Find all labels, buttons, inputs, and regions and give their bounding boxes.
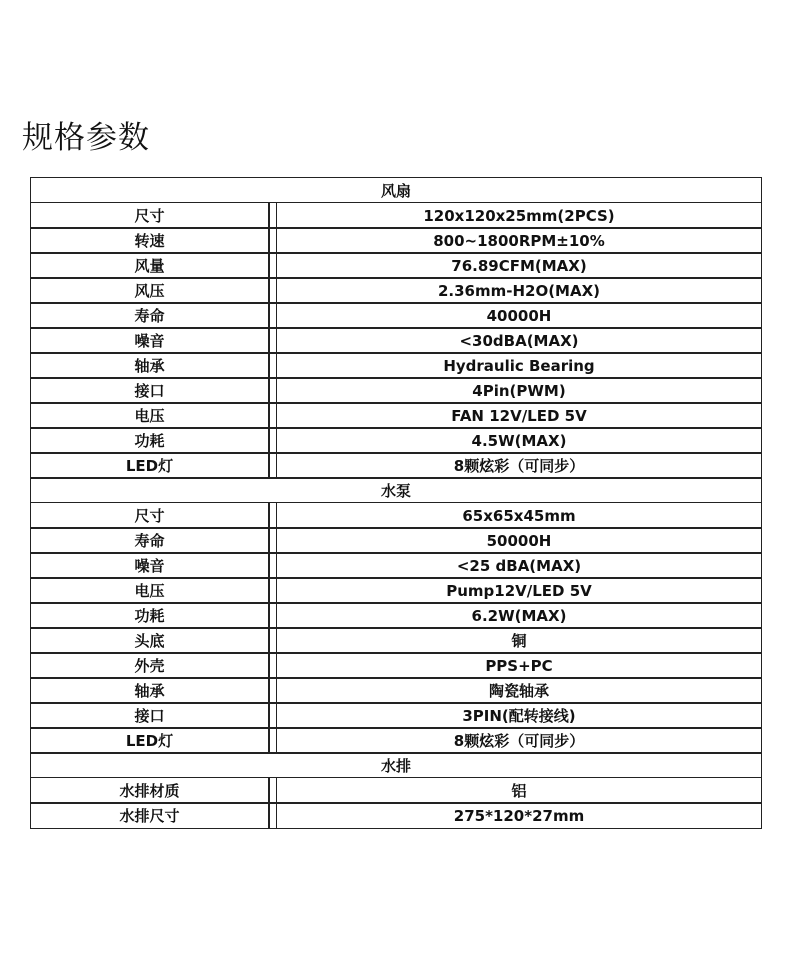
table-row	[30, 502, 762, 528]
spec-label: 风压	[30, 277, 269, 304]
table-row	[30, 352, 762, 378]
page-title: 规格参数	[22, 120, 150, 156]
spec-label: 电压	[30, 402, 269, 429]
table-row	[30, 727, 762, 753]
table-row	[30, 377, 762, 403]
spec-value: Pump12V/LED 5V	[276, 577, 762, 604]
spec-label: 水排材质	[30, 777, 269, 804]
spec-label: 接口	[30, 377, 269, 404]
spec-label: 轴承	[30, 352, 269, 379]
table-row	[30, 252, 762, 278]
spec-label: 风量	[30, 252, 269, 279]
spec-label: 功耗	[30, 427, 269, 454]
spec-value: Hydraulic Bearing	[276, 352, 762, 379]
spec-value: FAN 12V/LED 5V	[276, 402, 762, 429]
spec-label: 头底	[30, 627, 269, 654]
spec-value: 6.2W(MAX)	[276, 602, 762, 629]
spec-value: 50000H	[276, 527, 762, 554]
table-row	[30, 452, 762, 478]
spec-value: 40000H	[276, 302, 762, 329]
table-row	[30, 802, 762, 828]
table-row	[30, 202, 762, 228]
section-header: 水泵	[30, 477, 762, 503]
spec-label: 接口	[30, 702, 269, 729]
spec-value: 800~1800RPM±10%	[276, 227, 762, 254]
spec-value: 8颗炫彩（可同步）	[276, 727, 762, 754]
spec-label: 寿命	[30, 302, 269, 329]
spec-label: 噪音	[30, 552, 269, 579]
spec-label: 水排尺寸	[30, 802, 269, 829]
table-row	[30, 527, 762, 553]
spec-label: 电压	[30, 577, 269, 604]
table-row	[30, 302, 762, 328]
spec-label: LED灯	[30, 452, 269, 479]
spec-value: 3PIN(配转接线)	[276, 702, 762, 729]
spec-value: 65x65x45mm	[276, 502, 762, 529]
table-row	[30, 227, 762, 253]
spec-value: 4.5W(MAX)	[276, 427, 762, 454]
spec-table	[30, 177, 762, 828]
spec-value: 120x120x25mm(2PCS)	[276, 202, 762, 229]
table-row	[30, 277, 762, 303]
table-row	[30, 677, 762, 703]
spec-label: LED灯	[30, 727, 269, 754]
table-row	[30, 402, 762, 428]
section-header: 水排	[30, 752, 762, 778]
section-header: 风扇	[30, 177, 762, 203]
spec-value: 8颗炫彩（可同步）	[276, 452, 762, 479]
spec-value: 4Pin(PWM)	[276, 377, 762, 404]
table-row	[30, 627, 762, 653]
table-row	[30, 652, 762, 678]
spec-value: 铜	[276, 627, 762, 654]
spec-label: 寿命	[30, 527, 269, 554]
table-row	[30, 427, 762, 453]
spec-value: <30dBA(MAX)	[276, 327, 762, 354]
table-row	[30, 327, 762, 353]
spec-value: 2.36mm-H2O(MAX)	[276, 277, 762, 304]
spec-label: 尺寸	[30, 202, 269, 229]
spec-value: 陶瓷轴承	[276, 677, 762, 704]
table-row	[30, 552, 762, 578]
spec-label: 外壳	[30, 652, 269, 679]
spec-value: 275*120*27mm	[276, 802, 762, 829]
spec-value: <25 dBA(MAX)	[276, 552, 762, 579]
spec-label: 尺寸	[30, 502, 269, 529]
table-row	[30, 577, 762, 603]
spec-value: 76.89CFM(MAX)	[276, 252, 762, 279]
spec-value: PPS+PC	[276, 652, 762, 679]
spec-label: 噪音	[30, 327, 269, 354]
table-row	[30, 602, 762, 628]
spec-value: 铝	[276, 777, 762, 804]
table-row	[30, 777, 762, 803]
spec-label: 转速	[30, 227, 269, 254]
table-row	[30, 702, 762, 728]
spec-label: 功耗	[30, 602, 269, 629]
spec-label: 轴承	[30, 677, 269, 704]
